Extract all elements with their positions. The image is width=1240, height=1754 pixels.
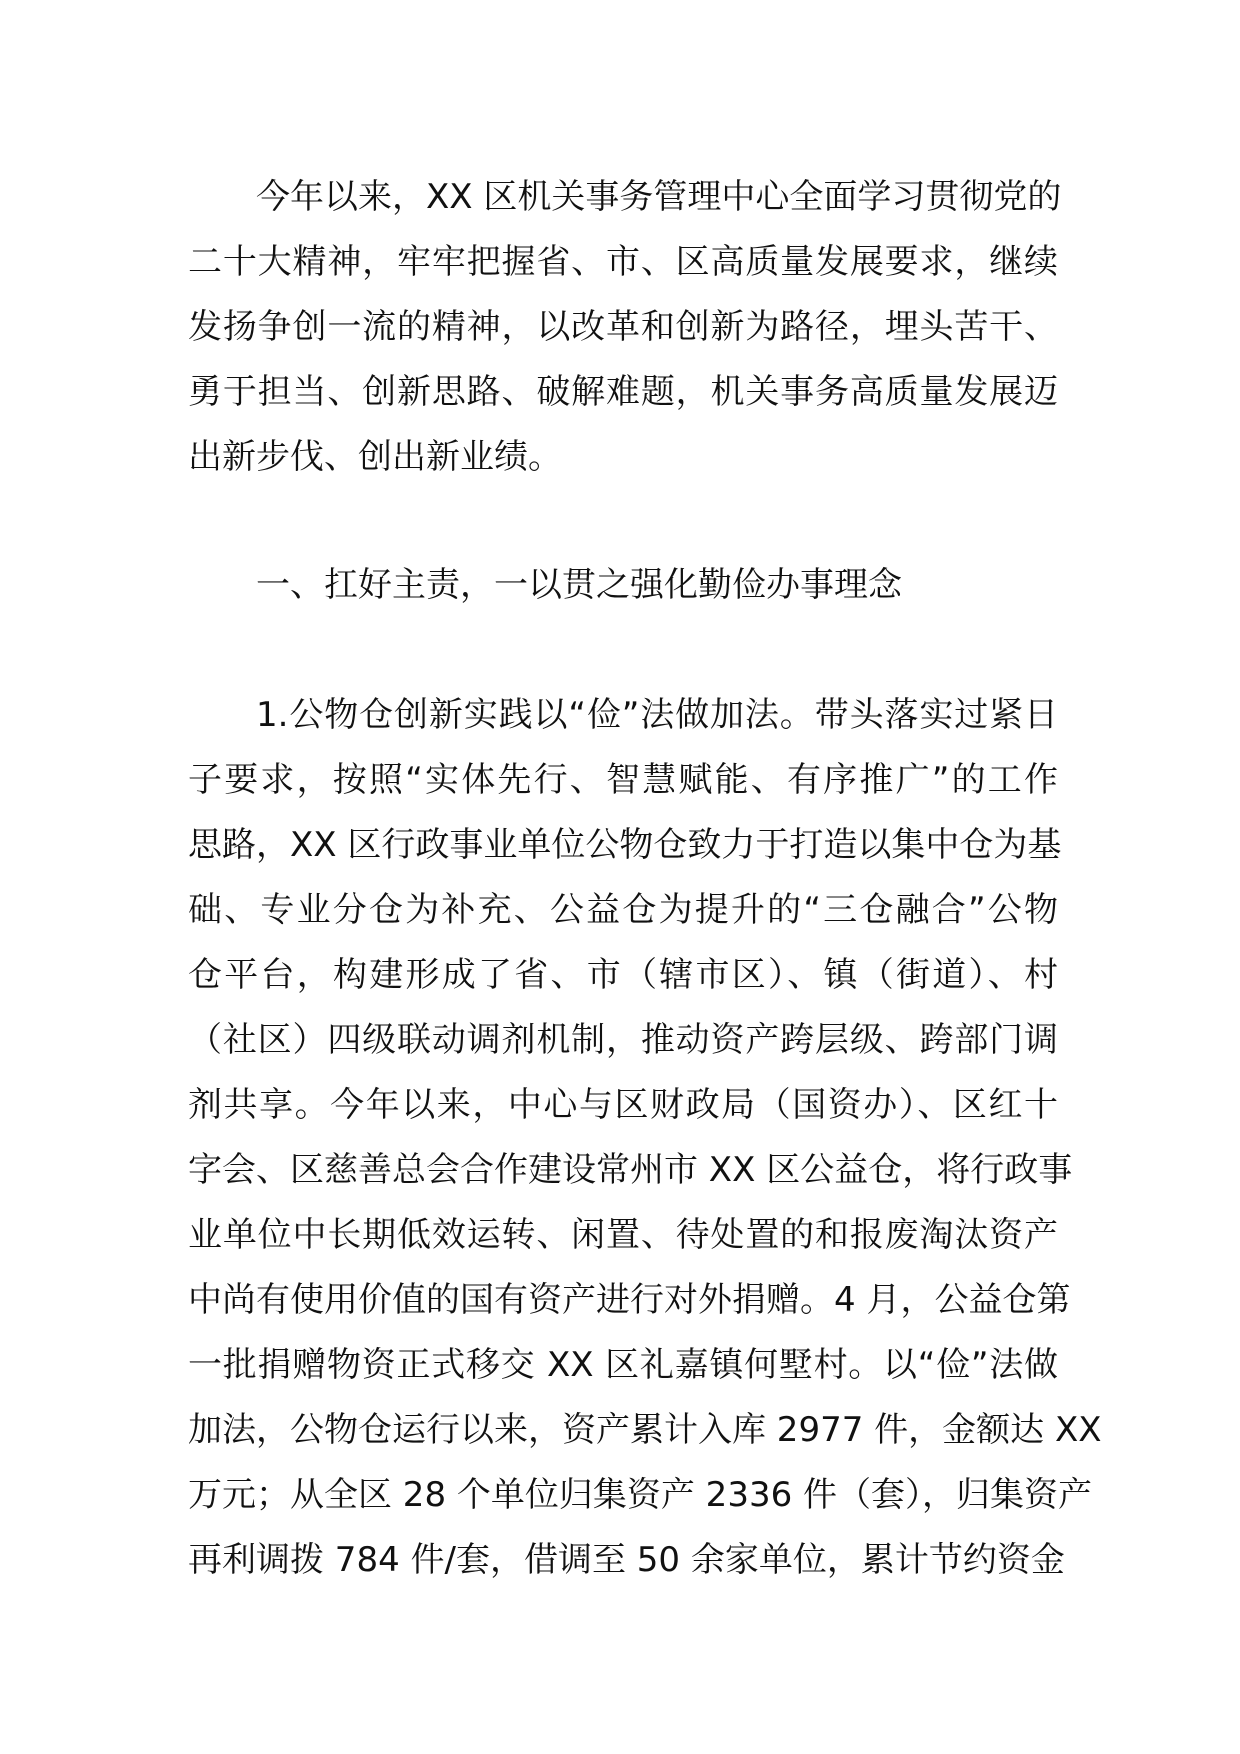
paragraph-line: 字会、区慈善总会合作建设常州市 XX 区公益仓，将行政事 [188,1150,1073,1190]
paragraph-line: 业单位中长期低效运转、闲置、待处置的和报废淘汰资产 [188,1215,1058,1255]
paragraph-line: 仓平台，构建形成了省、市（辖市区）、镇（街道）、村 [188,955,1058,995]
intro-line: 二十大精神，牢牢把握省、市、区高质量发展要求，继续 [188,242,1058,282]
section-heading [188,553,1058,618]
section-heading-text: 一、扛好主责，一以贯之强化勤俭办事理念 [256,565,902,605]
intro-line: 发扬争创一流的精神，以改革和创新为路径，埋头苦干、 [188,307,1058,347]
paragraph-one [188,683,1102,1593]
paragraph-line: 万元；从全区 28 个单位归集资产 2336 件（套），归集资产 [188,1475,1093,1515]
paragraph-line: 再利调拨 784 件/套，借调至 50 余家单位，累计节约资金 [188,1540,1065,1580]
paragraph-line: 子要求，按照“实体先行、智慧赋能、有序推广”的工作 [188,760,1058,800]
paragraph-line: 1.公物仓创新实践以“俭”法做加法。带头落实过紧日 [256,695,1058,735]
paragraph-line: 思路，XX 区行政事业单位公物仓致力于打造以集中仓为基 [188,825,1062,865]
paragraph-line: 中尚有使用价值的国有资产进行对外捐赠。4 月，公益仓第 [188,1280,1071,1320]
paragraph-line: 础、专业分仓为补充、公益仓为提升的“三仓融合”公物 [188,890,1058,930]
paragraph-line: 加法，公物仓运行以来，资产累计入库 2977 件，金额达 XX [188,1410,1102,1450]
intro-line: 勇于担当、创新思路、破解难题，机关事务高质量发展迈 [188,372,1058,412]
intro-paragraph [188,165,1062,490]
paragraph-line: （社区）四级联动调剂机制，推动资产跨层级、跨部门调 [188,1020,1058,1060]
intro-line: 出新步伐、创出新业绩。 [188,437,562,477]
paragraph-line: 剂共享。今年以来，中心与区财政局（国资办）、区红十 [188,1085,1058,1125]
paragraph-line: 一批捐赠物资正式移交 XX 区礼嘉镇何墅村。以“俭”法做 [188,1345,1058,1385]
intro-line: 今年以来，XX 区机关事务管理中心全面学习贯彻党的 [256,177,1062,217]
